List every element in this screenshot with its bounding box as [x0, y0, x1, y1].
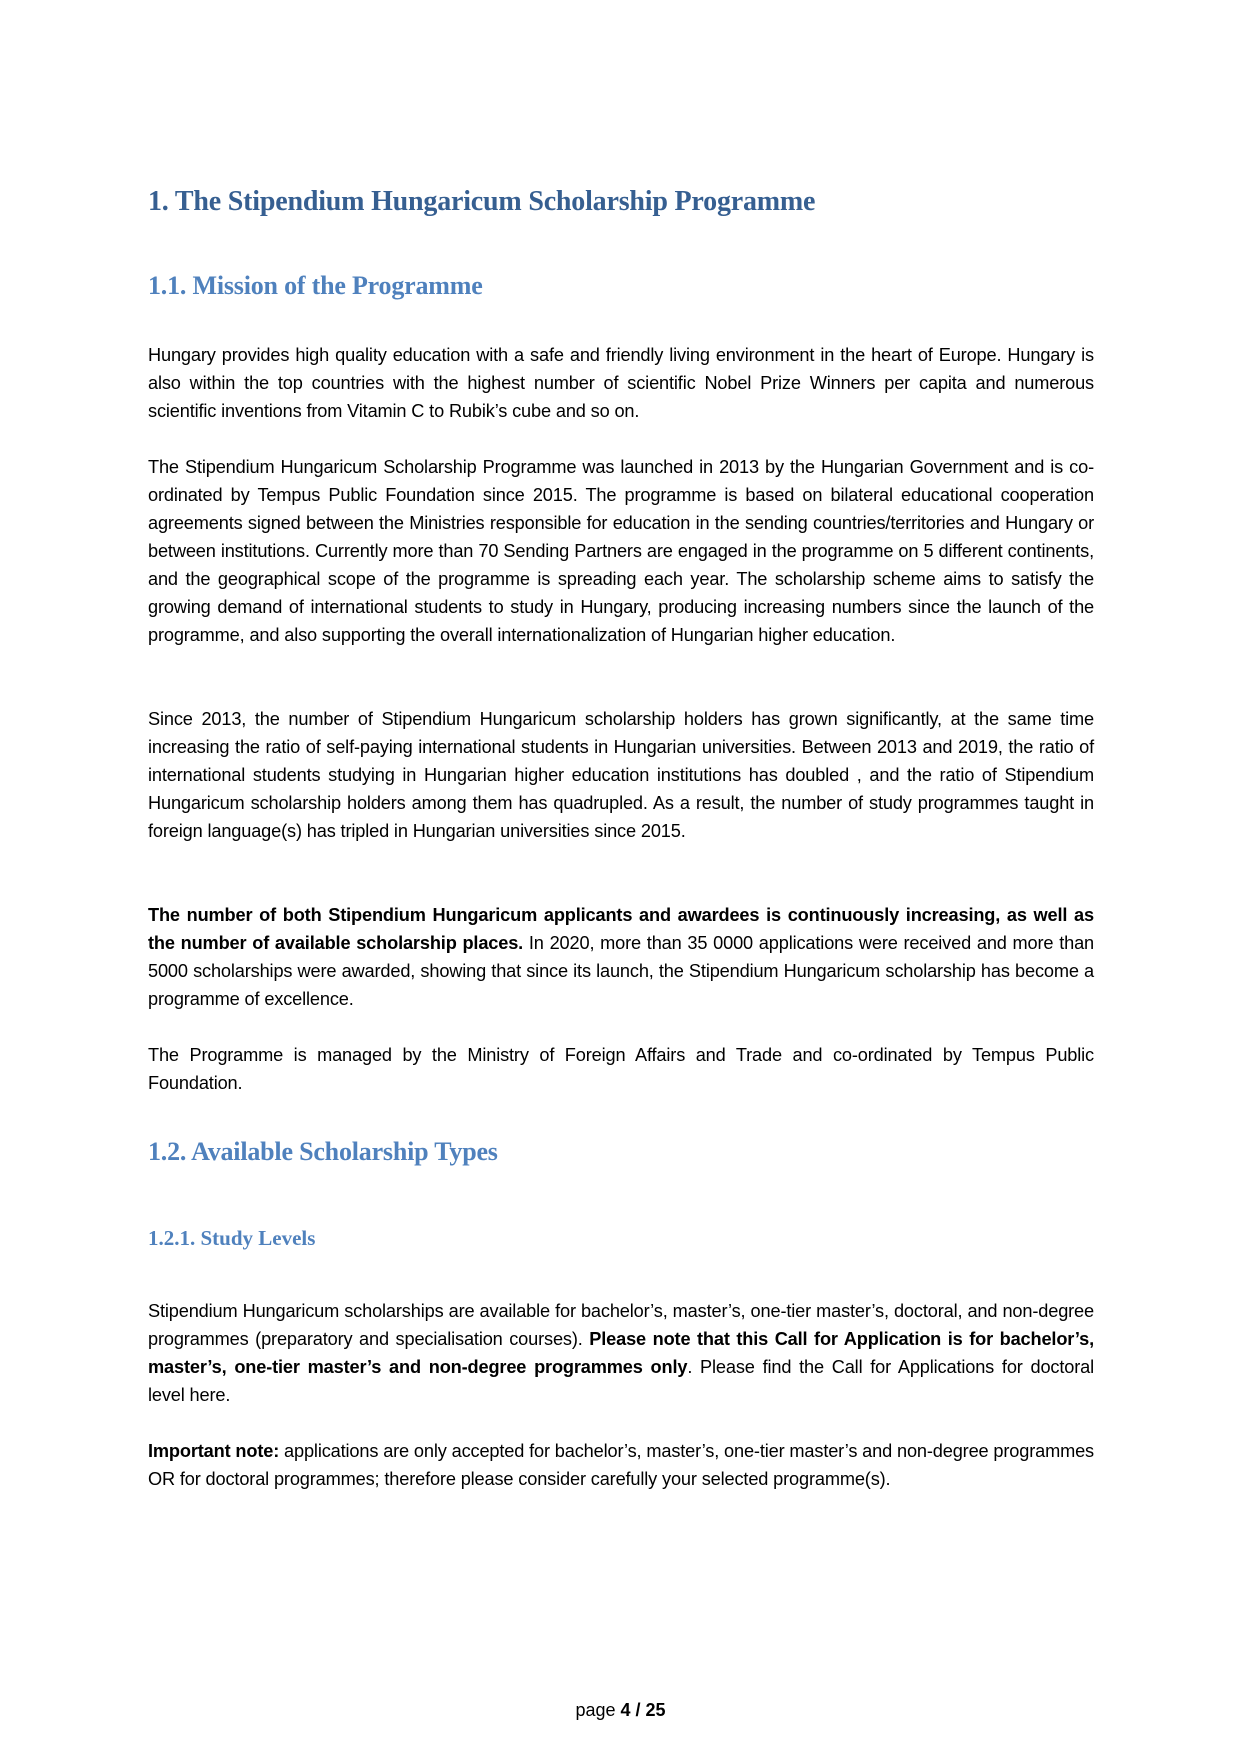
study-levels-text-b: . Please find the Call for Applications for doctoral level here.: [148, 1357, 1094, 1405]
paragraph-programme-launch: The Stipendium Hungaricum Scholarship Programme was launched in 2013 by the Hungarian Government and is co-ordinated by Tempus Public Foundation since 2015. The programme is based on bilateral educational cooperation agreements signed between the Ministries responsible for education in the sending countries/territories and Hungary or between institutions. Currently more than 70 Sending Partners are engaged in the programme on 5 different continents, and the geographical scope of the programme is spreading each year. The scholarship scheme aims to satisfy the growing demand of international students to study in Hungary, producing increasing numbers since the launch of the programme, and also supporting the overall internationalization of Hungarian higher education.: [148, 457, 1094, 645]
paragraph-applicants: [148, 901, 1094, 1013]
paragraph-growth: Since 2013, the number of Stipendium Hungaricum scholarship holders has grown significantly, at the same time increasing the ratio of self-paying international students in Hungarian universities. Between 2013 and 2019, the ratio of international students studying in Hungarian higher education institutions has doubled , and the ratio of Stipendium Hungaricum scholarship holders among them has quadrupled. As a result, the number of study programmes taught in foreign language(s) has tripled in Hungarian universities since 2015.: [148, 709, 1094, 841]
paragraph-important-note: [148, 1437, 1094, 1493]
paragraph-management: The Programme is managed by the Ministry of Foreign Affairs and Trade and co-ordinated by Tempus Public Foundation.: [148, 1045, 1094, 1093]
current-page-number: 4: [620, 1700, 631, 1720]
heading-study-levels: 1.2.1. Study Levels: [148, 1226, 316, 1250]
page-footer: [0, 1700, 1241, 1721]
paragraph-intro: Hungary provides high quality education with a safe and friendly living environment in the heart of Europe. Hungary is also within the top countries with the highest number of scientific Nobel Prize Winners per capita and numerous scientific inventions from Vitamin C to Rubik’s cube and so on.: [148, 345, 1094, 421]
paragraph-study-levels: [148, 1297, 1094, 1409]
study-levels-bold-note: Please note that this Call for Application is for bachelor’s, master’s, one-tier master’s and non-degree programmes only: [148, 1329, 1094, 1377]
important-note-label: Important note:: [148, 1441, 280, 1461]
heading-mission: 1.1. Mission of the Programme: [148, 271, 483, 300]
heading-1: 1. The Stipendium Hungaricum Scholarship Programme: [148, 186, 816, 217]
page-separator: /: [630, 1700, 646, 1720]
applicants-bold-text: The number of both Stipendium Hungaricum applicants and awardees is continuously increasing, as well as the number of available scholarship places.: [148, 905, 1094, 953]
heading-scholarship-types: 1.2. Available Scholarship Types: [148, 1137, 498, 1166]
page-prefix: page: [575, 1700, 621, 1720]
total-pages: 25: [645, 1700, 666, 1720]
important-note-text: applications are only accepted for bachelor’s, master’s, one-tier master’s and non-degree programmes OR for doctoral programmes; therefore please consider carefully your selected programme(s).: [148, 1441, 1094, 1489]
study-levels-text-a: Stipendium Hungaricum scholarships are available for bachelor’s, master’s, one-tier master’s, doctoral, and non-degree programmes (preparatory and specialisation courses).: [148, 1301, 1094, 1349]
applicants-text: In 2020, more than 35 0000 applications were received and more than 5000 scholarships were awarded, showing that since its launch, the Stipendium Hungaricum scholarship has become a programme of excellence.: [148, 933, 1095, 1009]
